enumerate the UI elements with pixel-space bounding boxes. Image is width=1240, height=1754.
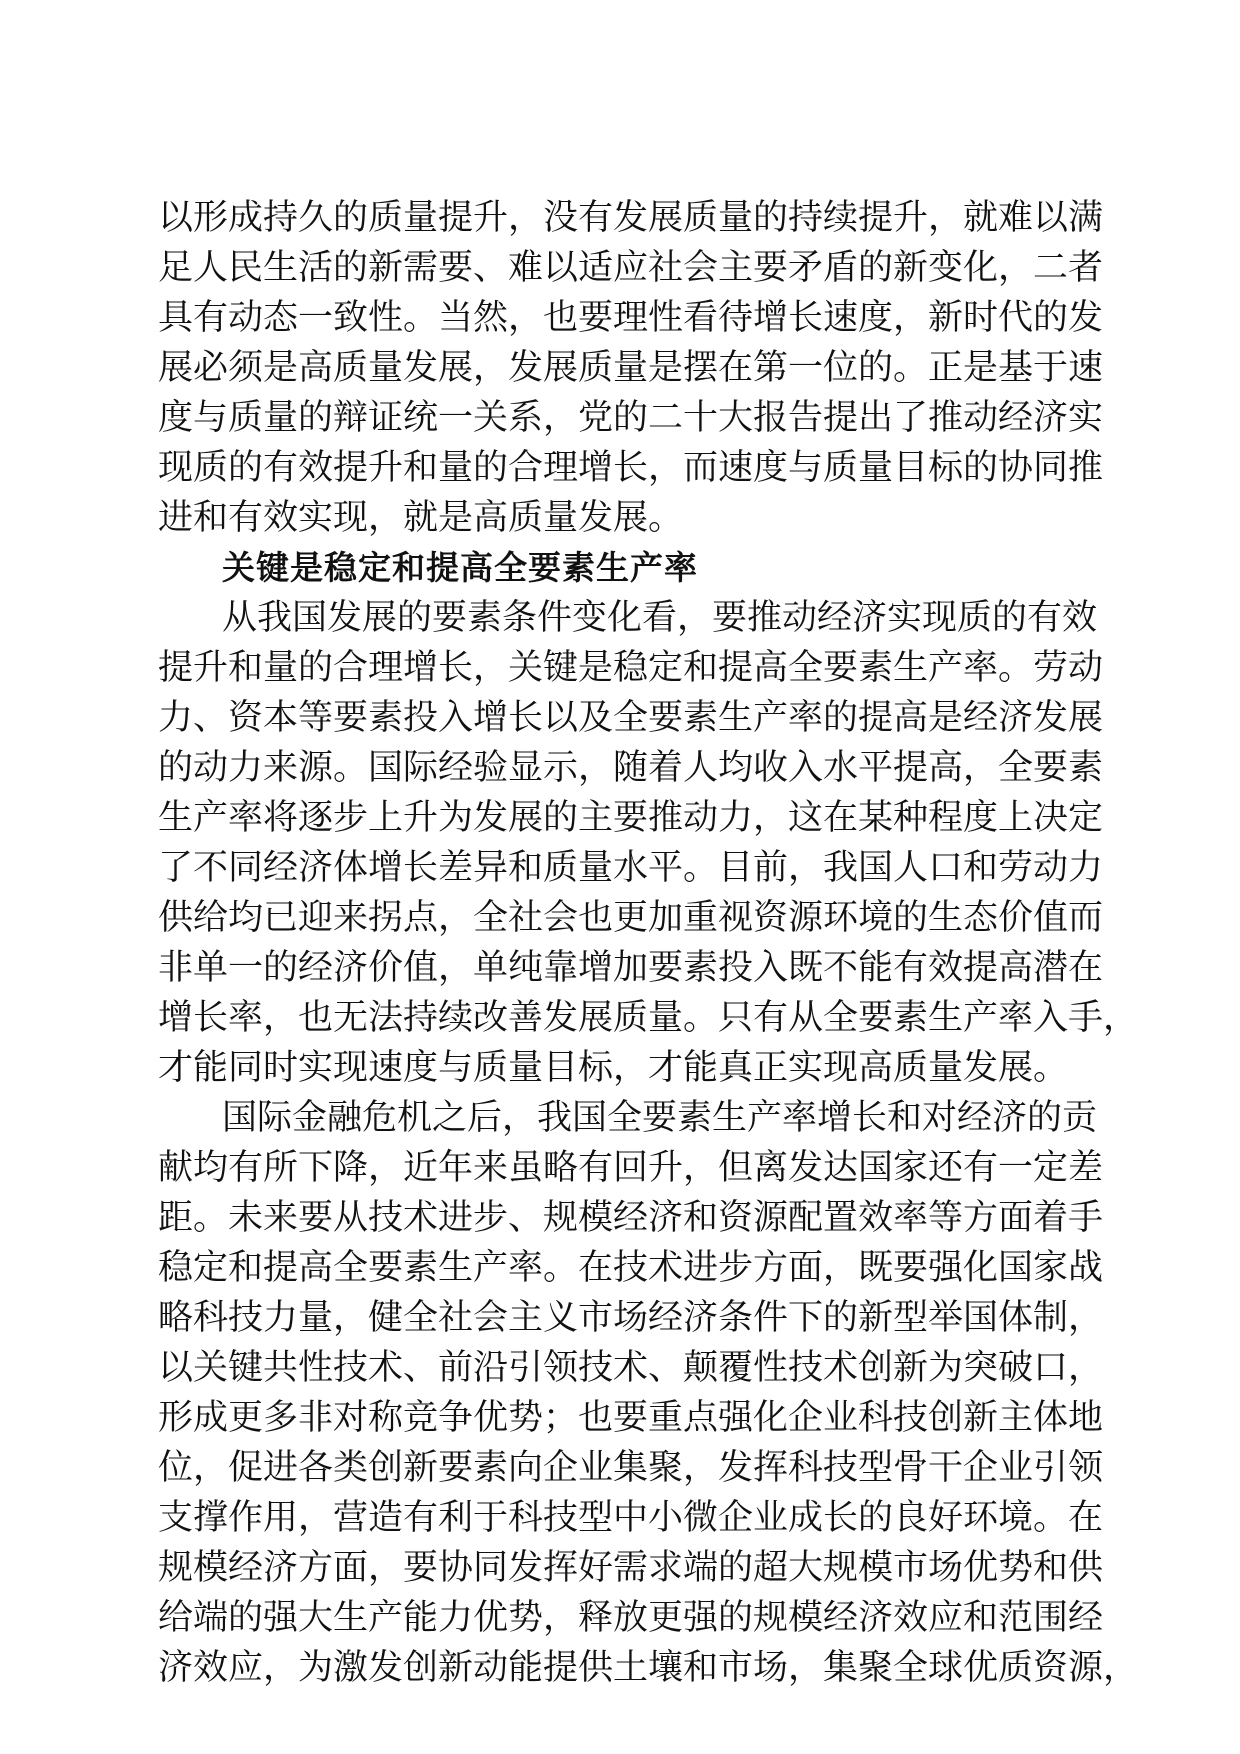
text-line: 给端的强大生产能力优势，释放更强的规模经济效应和范围经 <box>158 1598 1104 1638</box>
text-line: 支撑作用，营造有利于科技型中小微企业成长的良好环境。在 <box>158 1498 1104 1538</box>
text-line: 才能同时实现速度与质量目标，才能真正实现高质量发展。 <box>158 1048 1069 1088</box>
text-line: 具有动态一致性。当然，也要理性看待增长速度，新时代的发 <box>158 298 1104 338</box>
text-line: 提升和量的合理增长，关键是稳定和提高全要素生产率。劳动 <box>158 648 1104 688</box>
text-line: 位，促进各类创新要素向企业集聚，发挥科技型骨干企业引领 <box>158 1448 1104 1488</box>
text-line: 献均有所下降，近年来虽略有回升，但离发达国家还有一定差 <box>158 1148 1104 1188</box>
text-line: 距。未来要从技术进步、规模经济和资源配置效率等方面着手 <box>158 1198 1104 1238</box>
text-line: 略科技力量，健全社会主义市场经济条件下的新型举国体制， <box>158 1298 1104 1338</box>
text-line: 以形成持久的质量提升，没有发展质量的持续提升，就难以满 <box>158 198 1104 238</box>
text-line: 现质的有效提升和量的合理增长，而速度与质量目标的协同推 <box>158 448 1104 488</box>
text-line: 以关键共性技术、前沿引领技术、颠覆性技术创新为突破口， <box>158 1348 1104 1388</box>
text-line: 供给均已迎来拐点，全社会也更加重视资源环境的生态价值而 <box>158 898 1104 938</box>
text-line: 从我国发展的要素条件变化看，要推动经济实现质的有效 <box>222 598 1098 638</box>
paragraph-factor-conditions <box>158 593 1139 1093</box>
text-line: 增长率，也无法持续改善发展质量。只有从全要素生产率入手， <box>158 998 1139 1038</box>
section-heading: 关键是稳定和提高全要素生产率 <box>222 548 698 587</box>
text-line: 足人民生活的新需要、难以适应社会主要矛盾的新变化，二者 <box>158 248 1104 288</box>
text-line: 形成更多非对称竞争优势；也要重点强化企业科技创新主体地 <box>158 1398 1104 1438</box>
text-line: 生产率将逐步上升为发展的主要推动力，这在某种程度上决定 <box>158 798 1104 838</box>
text-line: 力、资本等要素投入增长以及全要素生产率的提高是经济发展 <box>158 698 1104 738</box>
document-page <box>158 193 1139 1693</box>
paragraph-quality-speed <box>158 193 1104 543</box>
paragraph-financial-crisis <box>158 1093 1139 1693</box>
text-line: 稳定和提高全要素生产率。在技术进步方面，既要强化国家战 <box>158 1248 1104 1288</box>
text-line: 展必须是高质量发展，发展质量是摆在第一位的。正是基于速 <box>158 348 1104 388</box>
text-line: 国际金融危机之后，我国全要素生产率增长和对经济的贡 <box>222 1098 1098 1138</box>
text-line: 了不同经济体增长差异和质量水平。目前，我国人口和劳动力 <box>158 848 1104 888</box>
text-line: 非单一的经济价值，单纯靠增加要素投入既不能有效提高潜在 <box>158 948 1104 988</box>
text-line: 度与质量的辩证统一关系，党的二十大报告提出了推动经济实 <box>158 398 1104 438</box>
text-line: 进和有效实现，就是高质量发展。 <box>158 498 684 538</box>
text-line: 规模经济方面，要协同发挥好需求端的超大规模市场优势和供 <box>158 1548 1104 1588</box>
text-line: 的动力来源。国际经验显示，随着人均收入水平提高，全要素 <box>158 748 1104 788</box>
text-line: 济效应，为激发创新动能提供土壤和市场，集聚全球优质资源， <box>158 1648 1139 1688</box>
